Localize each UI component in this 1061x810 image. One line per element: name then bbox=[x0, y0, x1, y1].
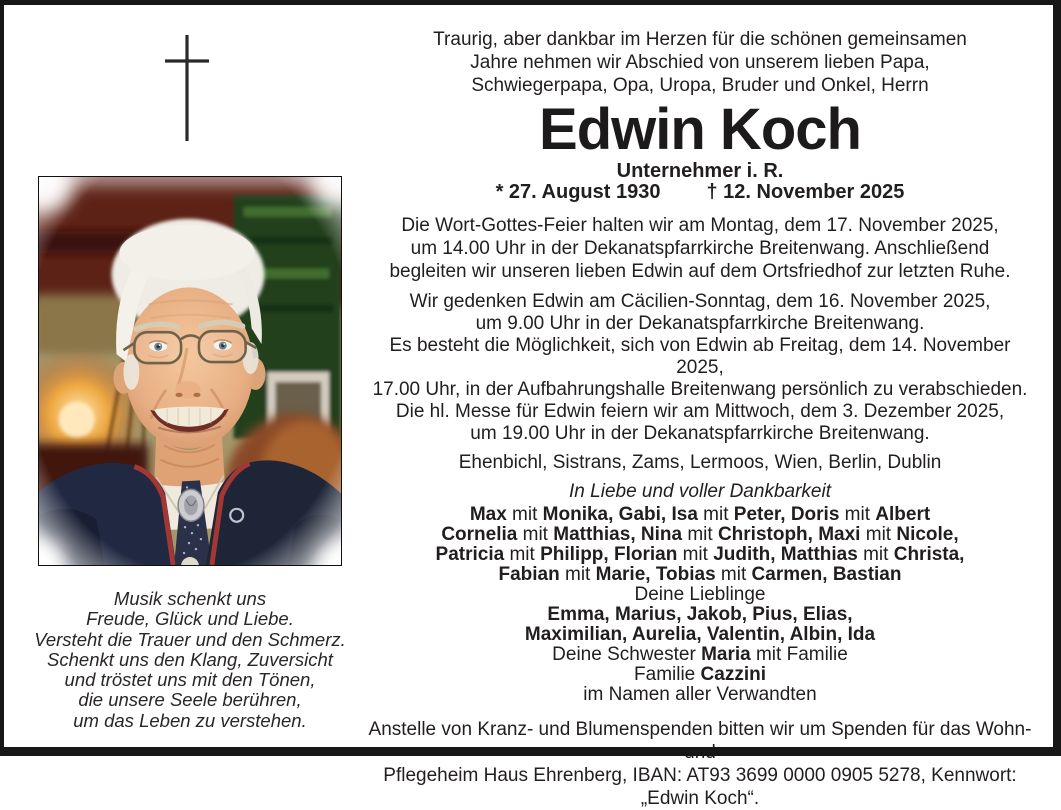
memorial-service-info bbox=[368, 291, 1032, 335]
intro-text bbox=[368, 28, 1032, 97]
text-line: Familie Cazzini bbox=[634, 664, 766, 685]
farewell-info bbox=[368, 335, 1032, 401]
text-line: Es besteht die Möglichkeit, sich von Edwin ab Freitag, dem 14. November 2025, bbox=[389, 335, 1011, 378]
holy-mass-info bbox=[368, 401, 1032, 445]
text-line: Emma, Marius, Jakob, Pius, Elias, bbox=[547, 604, 853, 625]
dedication-line: In Liebe und voller Dankbarkeit bbox=[569, 481, 831, 502]
portrait-photo-illustration bbox=[39, 177, 341, 565]
deceased-title: Unternehmer i. R. bbox=[616, 160, 784, 182]
birth-date: * 27. August 1930 bbox=[495, 181, 661, 203]
family-names bbox=[368, 505, 1032, 705]
photo-vignette bbox=[39, 177, 341, 565]
deceased-name: Edwin Koch bbox=[539, 97, 861, 162]
text-line: um 9.00 Uhr in der Dekanatspfarrkirche Breitenwang. bbox=[475, 313, 925, 334]
text-line: im Namen aller Verwandten bbox=[583, 684, 817, 705]
text-line: Versteht die Trauer und den Schmerz. bbox=[34, 628, 346, 650]
text-line: Jahre nehmen wir Abschied von unserem lieben Papa, bbox=[470, 52, 930, 73]
text-line: Deine Schwester Maria mit Familie bbox=[552, 644, 848, 665]
donation-note bbox=[368, 718, 1032, 810]
memorial-poem bbox=[18, 589, 362, 731]
text-line: begleiten wir unseren lieben Edwin auf dem Ortsfriedhof zur letzten Ruhe. bbox=[389, 261, 1011, 282]
text-line: Musik schenkt uns bbox=[113, 588, 267, 609]
text-line: Wir gedenken Edwin am Cäcilien-Sonntag, dem 16. November 2025, bbox=[409, 291, 991, 312]
text-line: Die Wort-Gottes-Feier halten wir am Montag, dem 17. November 2025, bbox=[401, 215, 999, 236]
text-line: um das Leben zu verstehen. bbox=[73, 709, 307, 731]
text-line: die unsere Seele berühren, bbox=[78, 689, 302, 711]
text-line: Maximilian, Aurelia, Valentin, Albin, Ida bbox=[524, 624, 876, 645]
text-line: 17.00 Uhr, in der Aufbahrungshalle Breitenwang persönlich zu verabschieden. bbox=[372, 379, 1028, 400]
life-dates bbox=[368, 182, 1032, 203]
text-line: Deine Lieblinge bbox=[634, 584, 766, 605]
portrait-photo bbox=[38, 176, 342, 566]
text-line: Cornelia mit Matthias, Nina mit Christoph, Maxi mit Nicole, bbox=[441, 524, 959, 545]
text-line: Schenkt uns den Klang, Zuversicht bbox=[47, 648, 333, 670]
text-line: Fabian mit Marie, Tobias mit Carmen, Bastian bbox=[498, 564, 902, 585]
text-line: und tröstet uns mit den Tönen, bbox=[64, 669, 316, 691]
text-line: Pflegeheim Haus Ehrenberg, IBAN: AT93 3699 0000 0905 5278, Kennwort: „Edwin Koch“. bbox=[383, 765, 1017, 809]
text-line: Max mit Monika, Gabi, Isa mit Peter, Doris mit Albert bbox=[469, 504, 931, 525]
text-line: Anstelle von Kranz- und Blumenspenden bitten wir um Spenden für das Wohn- und bbox=[368, 719, 1032, 763]
death-date: † 12. November 2025 bbox=[706, 181, 905, 203]
places-line: Ehenbichl, Sistrans, Zams, Lermoos, Wien, Berlin, Dublin bbox=[458, 452, 942, 473]
text-line: Traurig, aber dankbar im Herzen für die schönen gemeinsamen bbox=[433, 29, 967, 50]
text-line: Patricia mit Philipp, Florian mit Judith, Matthias mit Christa, bbox=[435, 544, 965, 565]
text-line: um 14.00 Uhr in der Dekanatspfarrkirche Breitenwang. Anschließend bbox=[410, 238, 990, 259]
text-line: Schwiegerpapa, Opa, Uropa, Bruder und Onkel, Herrn bbox=[471, 75, 929, 96]
text-line: Freude, Glück und Liebe. bbox=[86, 608, 294, 630]
text-line: um 19.00 Uhr in der Dekanatspfarrkirche Breitenwang. bbox=[470, 423, 930, 444]
notice-body bbox=[368, 28, 1032, 810]
funeral-service-info bbox=[368, 214, 1032, 283]
text-line: Die hl. Messe für Edwin feiern wir am Mittwoch, dem 3. Dezember 2025, bbox=[395, 401, 1005, 422]
christian-cross-icon bbox=[163, 34, 213, 146]
